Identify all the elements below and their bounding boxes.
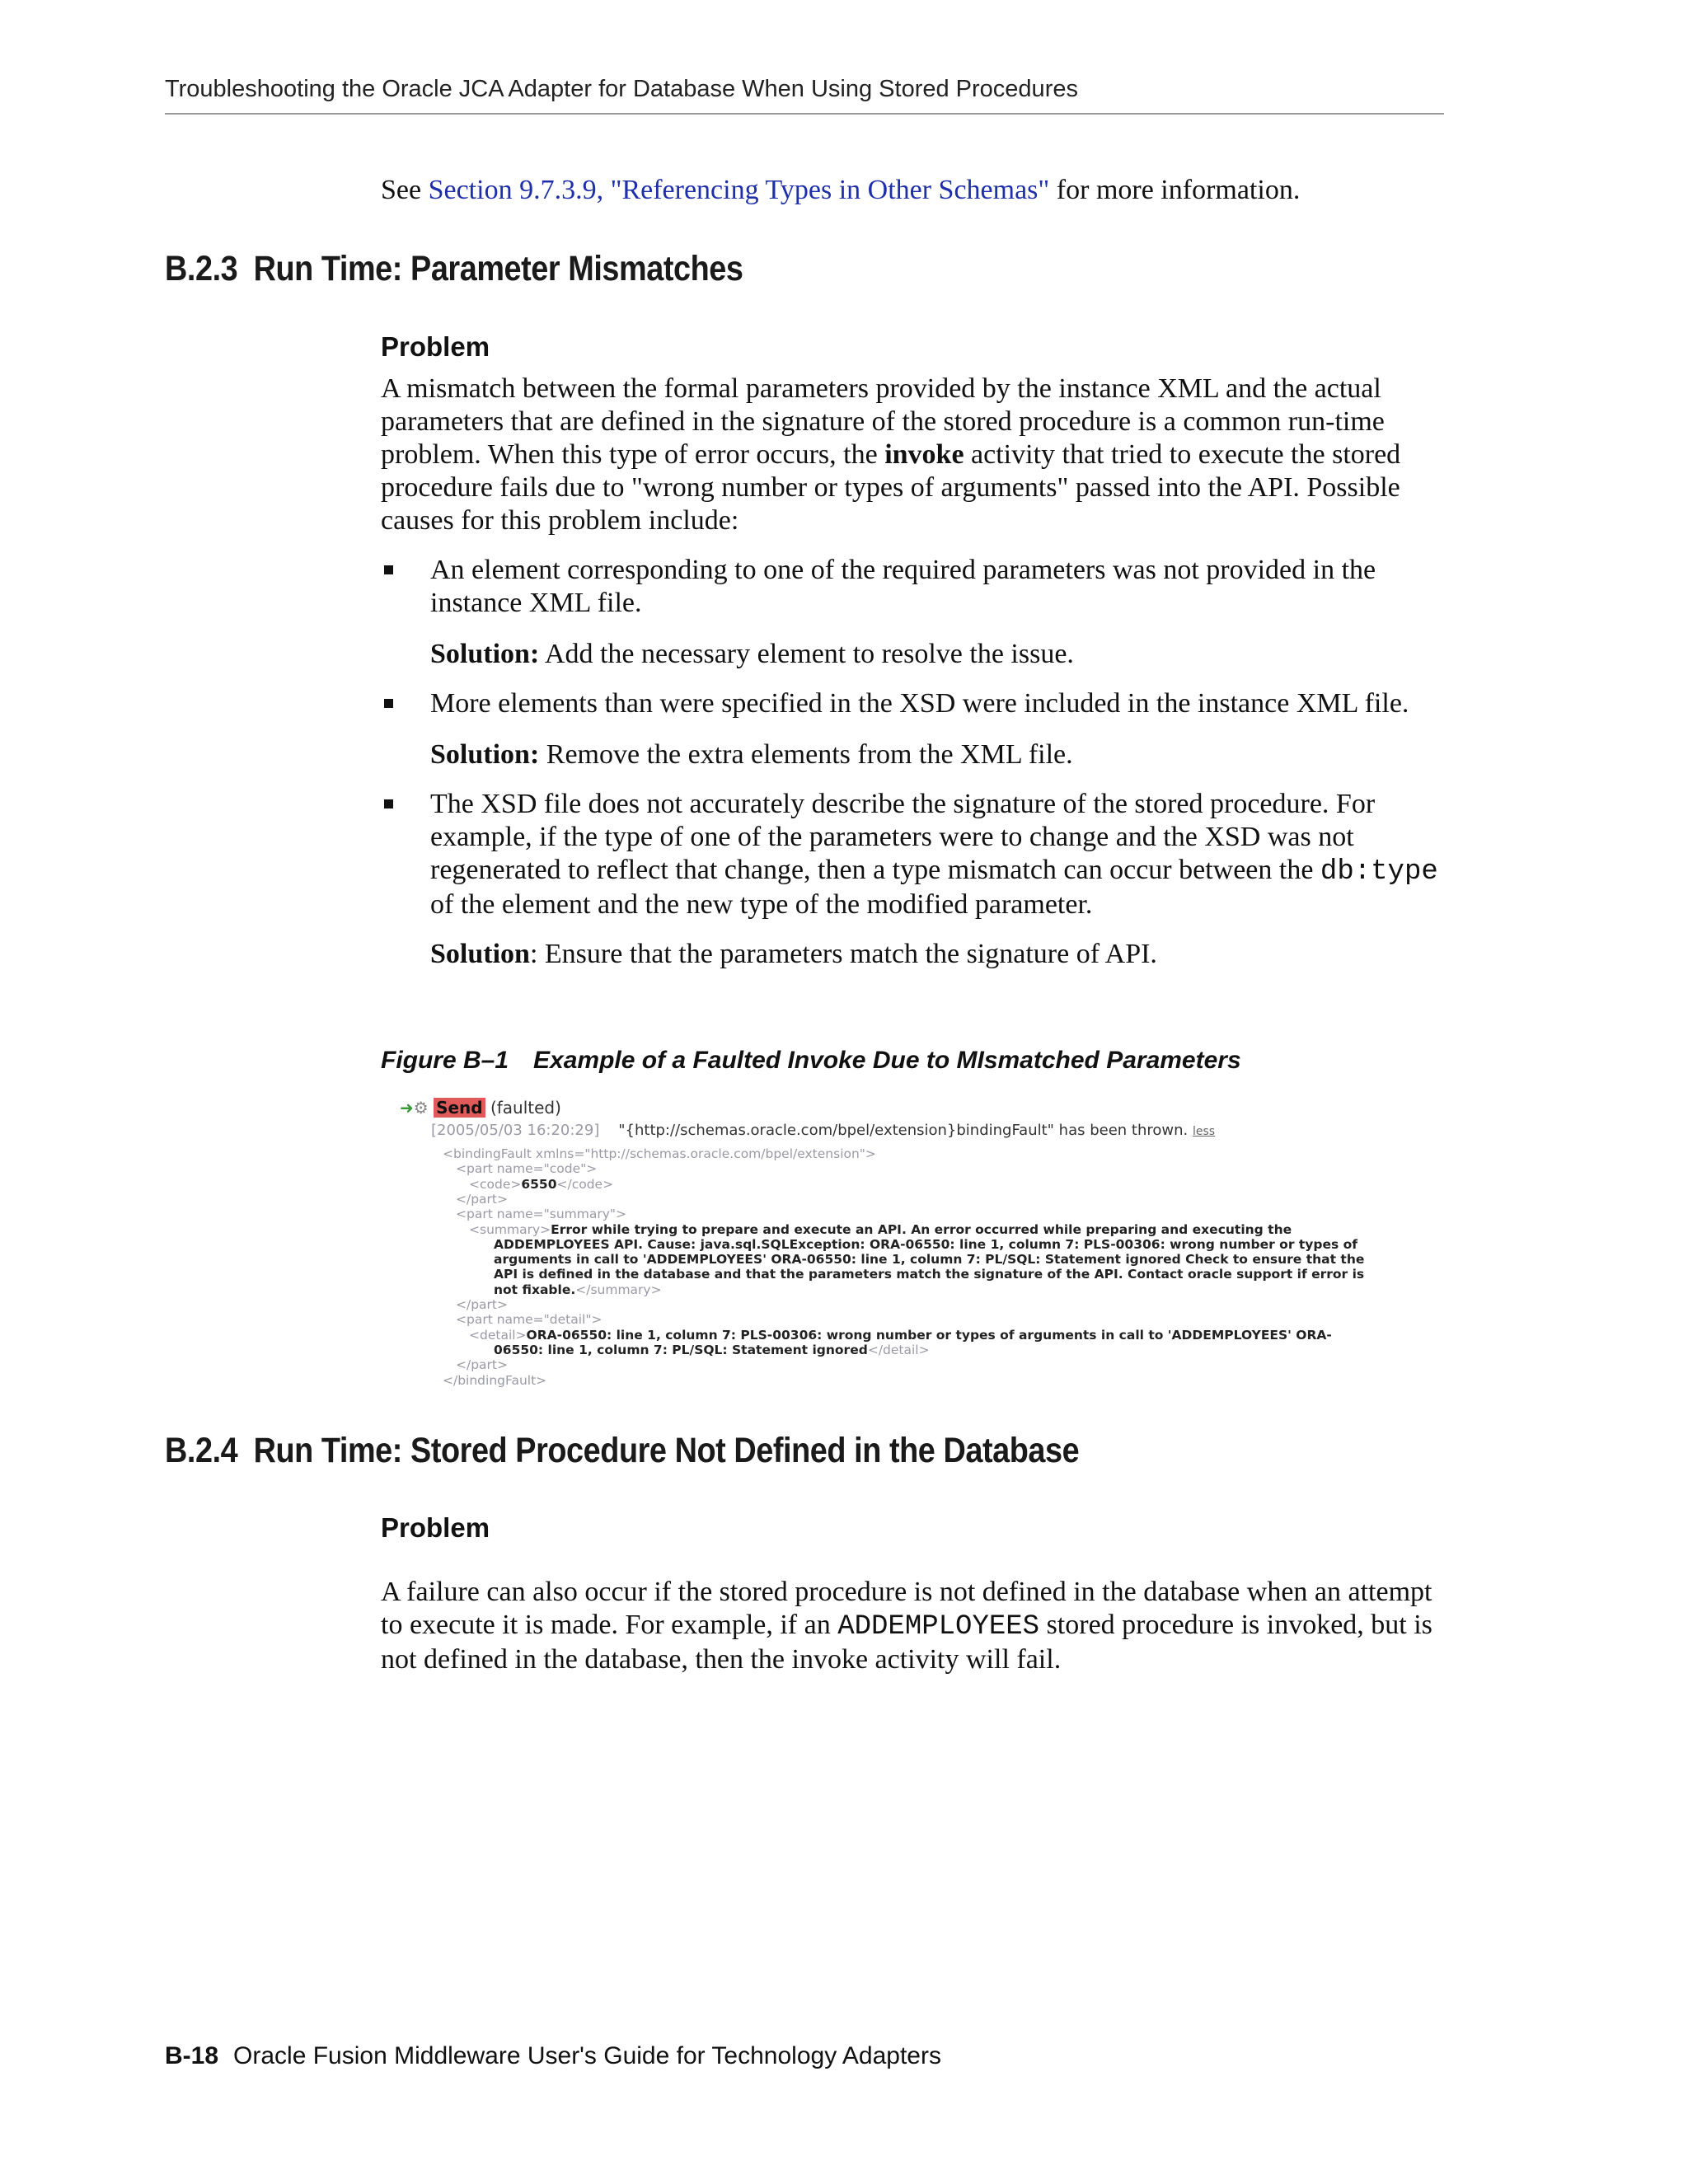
square-bullet-icon: [384, 565, 393, 574]
problem-paragraph: [381, 373, 1452, 537]
xml-tag: <code>: [469, 1176, 522, 1192]
xml-line: [494, 1252, 1364, 1267]
gear-icon: ⚙: [413, 1098, 429, 1118]
xml-tag: <part name="summary">: [456, 1207, 627, 1222]
problem-heading-b224: Problem: [381, 1512, 490, 1543]
section-number: B.2.3: [165, 249, 238, 288]
page-footer: [165, 2042, 941, 2070]
figure-caption-text: Example of a Faulted Invoke Due to MIsmatched Parameters: [533, 1047, 1241, 1074]
xml-tag: </bindingFault>: [443, 1372, 547, 1388]
cause-text: More elements than were specified in the XSD were included in the instance XML file.: [430, 688, 1409, 719]
section-heading-b223: [165, 249, 743, 289]
xml-value: Error while trying to prepare and execute an API. An error occurred while preparing and executing the: [551, 1221, 1292, 1237]
code-db-type: db:type: [1320, 856, 1438, 888]
xml-tag: </part>: [456, 1297, 508, 1312]
fault-message-row: [431, 1123, 1215, 1139]
book-title: Oracle Fusion Middleware User's Guide for Technology Adapters: [233, 2042, 941, 2069]
xml-value: not fixable.: [494, 1282, 576, 1297]
problem-heading: Problem: [381, 331, 490, 362]
xml-value: ORA-06550: line 1, column 7: PLS-00306: wrong number or types of arguments in call to 'ADDEMPLOYEES' ORA-: [526, 1327, 1332, 1343]
figure-label: Figure B–1: [381, 1047, 509, 1074]
code-addemployees: ADDEMPLOYEES: [837, 1611, 1040, 1643]
xml-line: [456, 1297, 508, 1312]
xml-line: [469, 1177, 613, 1192]
xml-tag: </detail>: [867, 1342, 930, 1357]
see-prefix: See: [381, 175, 429, 205]
cause-text: The XSD file does not accurately describe the signature of the stored procedure. For example, if the type of one of the parameters were to change and the XSD was not regenerated to reflect that change, then a type mismatch can occur between the db:type of the element and the new type of the modified parameter.: [430, 789, 1438, 920]
section-title: Run Time: Parameter Mismatches: [253, 249, 743, 288]
see-suffix: for more information.: [1049, 175, 1301, 205]
xml-line: [456, 1192, 508, 1207]
xml-line: [494, 1237, 1357, 1252]
xml-line: [456, 1312, 602, 1327]
xml-line: [469, 1222, 1292, 1237]
section-heading-b224: [165, 1431, 1079, 1471]
xml-line: [456, 1207, 626, 1221]
running-header: Troubleshooting the Oracle JCA Adapter for Database When Using Stored Procedures: [165, 76, 1444, 115]
xml-line: [443, 1146, 876, 1161]
xml-value: API is defined in the database and that the parameters match the signature of the API. Contact oracle support if error is: [494, 1267, 1365, 1282]
xml-value: 6550: [521, 1176, 557, 1192]
square-bullet-icon: [384, 699, 393, 708]
xml-tag: </part>: [456, 1191, 508, 1207]
cause-text: An element corresponding to one of the required parameters was not provided in the instance XML file.: [430, 555, 1376, 618]
fault-message: "{http://schemas.oracle.com/bpel/extension}bindingFault" has been thrown.: [618, 1122, 1189, 1139]
list-item: [381, 554, 1452, 671]
xml-tag: <summary>: [469, 1221, 551, 1237]
xml-line: [494, 1282, 662, 1297]
para-bold-invoke: invoke: [884, 439, 964, 470]
xml-value: 06550: line 1, column 7: PL/SQL: Statement ignored: [494, 1342, 868, 1357]
para-text: A failure can also occur if the stored procedure is not defined in the database when an attempt to execute it is made. For example, if an: [381, 1577, 1432, 1640]
timestamp: [2005/05/03 16:20:29]: [431, 1122, 600, 1139]
figure-title-row: [400, 1098, 561, 1118]
xml-line: [443, 1373, 546, 1388]
problem-paragraph-b224: [381, 1576, 1452, 1676]
arrow-right-icon: ➜: [400, 1098, 414, 1118]
xml-line: [456, 1161, 597, 1176]
solution-text: Solution: Add the necessary element to resolve the issue.: [430, 639, 1074, 669]
causes-list: [381, 554, 1452, 971]
xml-line: [456, 1357, 508, 1372]
xml-tag: </code>: [556, 1176, 614, 1192]
para-text: activity that tried to execute the stored procedure fails due to "wrong number or types of arguments" passed into the API. Possible causes for this problem include:: [381, 439, 1401, 536]
section-number: B.2.4: [165, 1431, 238, 1470]
page-number: B-18: [165, 2042, 219, 2069]
para-text: stored procedure is invoked, but is not defined in the database, then the invoke activity will fail.: [381, 1610, 1432, 1675]
solution-text: Solution: Ensure that the parameters match the signature of API.: [430, 939, 1157, 969]
para-text: A mismatch between the formal parameters provided by the instance XML and the actual parameters that are defined in the signature of the stored procedure is a common run-time problem. When this type of error occurs, the: [381, 373, 1385, 470]
xml-tag: <detail>: [469, 1327, 527, 1343]
send-activity-label[interactable]: Send: [434, 1098, 485, 1118]
xml-line: [469, 1328, 1332, 1343]
see-also-line: [381, 174, 1300, 207]
xml-value: ADDEMPLOYEES API. Cause: java.sql.SQLException: ORA-06550: line 1, column 7: PLS-00306: wrong number or types of: [494, 1236, 1357, 1252]
xml-tag: <bindingFault xmlns="http://schemas.oracle.com/bpel/extension">: [443, 1146, 876, 1161]
xml-value: arguments in call to 'ADDEMPLOYEES' ORA-06550: line 1, column 7: PL/SQL: Statement ignored Check to ensure that the: [494, 1252, 1365, 1268]
xml-tag: <part name="detail">: [456, 1312, 603, 1328]
xml-tag: <part name="code">: [456, 1161, 598, 1177]
xml-line: [494, 1267, 1364, 1282]
faulted-invoke-screenshot: [400, 1100, 1438, 1397]
xml-line: [494, 1343, 930, 1357]
list-item: [381, 687, 1452, 771]
section-title: Run Time: Stored Procedure Not Defined in the Database: [253, 1431, 1080, 1470]
less-link[interactable]: less: [1193, 1125, 1216, 1138]
section-link[interactable]: Section 9.7.3.9, "Referencing Types in Other Schemas": [428, 175, 1050, 205]
faulted-status: (faulted): [490, 1098, 561, 1118]
list-item: [381, 788, 1452, 971]
xml-tag: </part>: [456, 1357, 508, 1373]
figure-caption: [381, 1047, 1241, 1075]
solution-text: Solution: Remove the extra elements from the XML file.: [430, 739, 1073, 770]
xml-tag: </summary>: [575, 1282, 662, 1297]
square-bullet-icon: [384, 799, 393, 808]
